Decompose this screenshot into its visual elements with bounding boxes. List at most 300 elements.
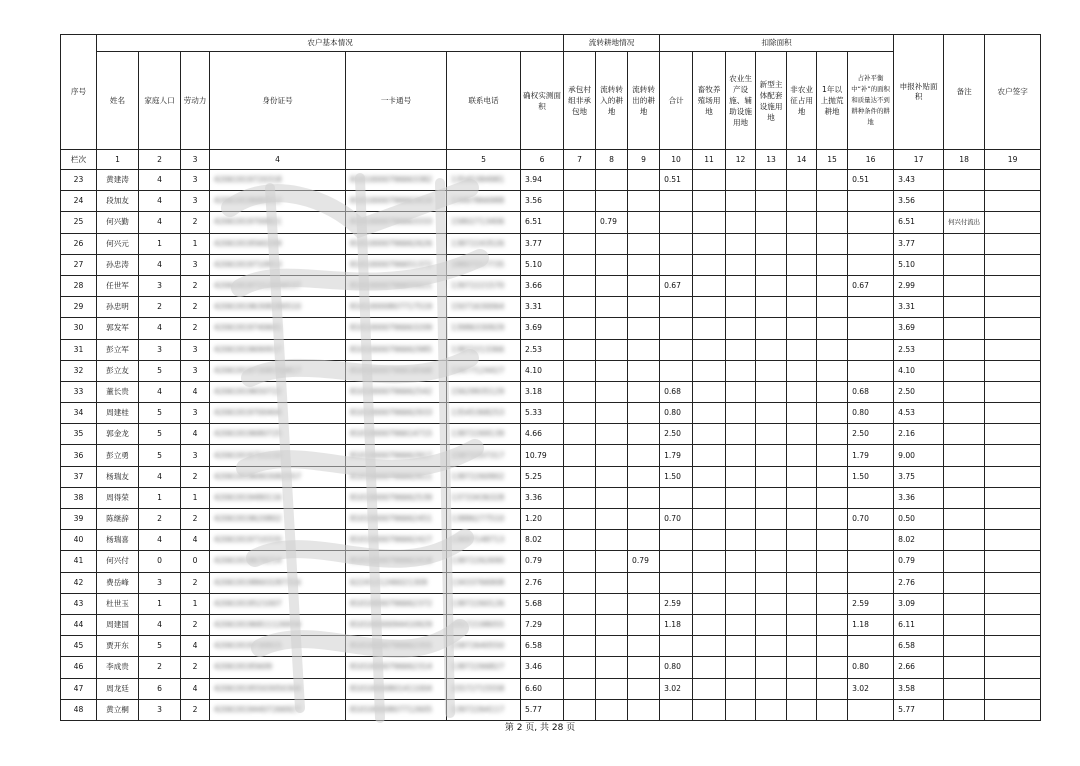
cell-c13 bbox=[756, 530, 787, 551]
cell-id: 42061919650722 bbox=[210, 381, 346, 402]
cell-c9 bbox=[628, 614, 660, 635]
cell-seq: 25 bbox=[61, 212, 97, 233]
cell-c8 bbox=[596, 318, 628, 339]
cell-c16 bbox=[848, 530, 894, 551]
page-footer: 第 2 页, 共 28 页 bbox=[504, 723, 576, 733]
cell-c17: 2.99 bbox=[894, 275, 944, 296]
cell-seq: 35 bbox=[61, 424, 97, 445]
cell-c15 bbox=[817, 530, 848, 551]
cell-phone: 13872266827 bbox=[447, 657, 521, 678]
cell-c18 bbox=[944, 170, 985, 191]
cell-seq: 38 bbox=[61, 487, 97, 508]
cell-labor: 2 bbox=[181, 614, 210, 635]
cell-c11 bbox=[693, 572, 726, 593]
cell-phone: 13872260126 bbox=[447, 593, 521, 614]
cell-name: 杜世玉 bbox=[97, 593, 139, 614]
cell-phone: 13697148713 bbox=[447, 530, 521, 551]
cell-card: 81010000796651372 bbox=[346, 254, 447, 275]
cell-phone: 13733436328 bbox=[447, 487, 521, 508]
cell-c15 bbox=[817, 233, 848, 254]
cell-c15 bbox=[817, 572, 848, 593]
cell-signature bbox=[985, 466, 1041, 487]
cell-c17: 0.50 bbox=[894, 509, 944, 530]
cell-c7 bbox=[564, 275, 596, 296]
cell-name: 任世军 bbox=[97, 275, 139, 296]
cell-c7 bbox=[564, 678, 596, 699]
table-row bbox=[61, 318, 1041, 339]
cell-phone: 13972264117 bbox=[447, 699, 521, 720]
cell-c11 bbox=[693, 487, 726, 508]
cell-c17: 2.50 bbox=[894, 381, 944, 402]
cell-c14 bbox=[787, 699, 817, 720]
cell-c7 bbox=[564, 466, 596, 487]
header-total: 合计 bbox=[660, 52, 693, 150]
cell-c14 bbox=[787, 657, 817, 678]
cell-c17: 6.51 bbox=[894, 212, 944, 233]
column-index-2: 2 bbox=[139, 150, 181, 170]
cell-c10: 0.51 bbox=[660, 170, 693, 191]
cell-card: 81010000807717519 bbox=[346, 297, 447, 318]
header-card-no: 一卡通号 bbox=[346, 52, 447, 150]
cell-c17: 5.77 bbox=[894, 699, 944, 720]
cell-area: 4.10 bbox=[521, 360, 564, 381]
cell-c13 bbox=[756, 254, 787, 275]
header-transfer-in: 流转转入的耕地 bbox=[596, 52, 628, 150]
cell-c13 bbox=[756, 614, 787, 635]
cell-c11 bbox=[693, 593, 726, 614]
cell-c8 bbox=[596, 614, 628, 635]
cell-c8 bbox=[596, 657, 628, 678]
cell-area: 3.46 bbox=[521, 657, 564, 678]
cell-id: 42061919730915 bbox=[210, 636, 346, 657]
cell-phone: 15872640550 bbox=[447, 636, 521, 657]
cell-labor: 0 bbox=[181, 551, 210, 572]
header-contracted-non-member: 承包村组非承包地 bbox=[564, 52, 596, 150]
column-index-9: 8 bbox=[596, 150, 628, 170]
cell-hh: 5 bbox=[139, 445, 181, 466]
cell-c13 bbox=[756, 445, 787, 466]
cell-c18 bbox=[944, 275, 985, 296]
cell-c7 bbox=[564, 530, 596, 551]
cell-hh: 4 bbox=[139, 212, 181, 233]
cell-c7 bbox=[564, 572, 596, 593]
cell-c14 bbox=[787, 170, 817, 191]
cell-id: 42061919680512 bbox=[210, 191, 346, 212]
cell-c10 bbox=[660, 254, 693, 275]
cell-hh: 3 bbox=[139, 572, 181, 593]
cell-signature bbox=[985, 318, 1041, 339]
cell-c14 bbox=[787, 445, 817, 466]
cell-c17: 9.00 bbox=[894, 445, 944, 466]
cell-area: 3.69 bbox=[521, 318, 564, 339]
cell-id: 42061919521007 bbox=[210, 593, 346, 614]
cell-c14 bbox=[787, 424, 817, 445]
cell-seq: 24 bbox=[61, 191, 97, 212]
cell-labor: 3 bbox=[181, 170, 210, 191]
cell-c17: 2.16 bbox=[894, 424, 944, 445]
cell-c11 bbox=[693, 360, 726, 381]
header-name: 姓名 bbox=[97, 52, 139, 150]
cell-c11 bbox=[693, 530, 726, 551]
header-group-basic: 农户基本情况 bbox=[97, 35, 564, 52]
cell-c8 bbox=[596, 275, 628, 296]
cell-c10 bbox=[660, 191, 693, 212]
cell-signature bbox=[985, 170, 1041, 191]
cell-phone: 13497866988 bbox=[447, 191, 521, 212]
cell-c14 bbox=[787, 212, 817, 233]
header-labor: 劳动力 bbox=[181, 52, 210, 150]
table-row bbox=[61, 275, 1041, 296]
cell-c8 bbox=[596, 191, 628, 212]
cell-area: 3.31 bbox=[521, 297, 564, 318]
cell-c8 bbox=[596, 424, 628, 445]
table-row bbox=[61, 657, 1041, 678]
cell-c15 bbox=[817, 254, 848, 275]
cell-signature bbox=[985, 530, 1041, 551]
cell-c10: 0.80 bbox=[660, 403, 693, 424]
cell-seq: 34 bbox=[61, 403, 97, 424]
cell-area: 1.20 bbox=[521, 509, 564, 530]
column-index-19: 18 bbox=[944, 150, 985, 170]
cell-c16: 0.68 bbox=[848, 381, 894, 402]
cell-signature bbox=[985, 275, 1041, 296]
cell-c17: 3.09 bbox=[894, 593, 944, 614]
cell-hh: 1 bbox=[139, 487, 181, 508]
cell-c7 bbox=[564, 254, 596, 275]
column-index-8: 7 bbox=[564, 150, 596, 170]
cell-card: 81010000796614715 bbox=[346, 424, 447, 445]
cell-c8 bbox=[596, 466, 628, 487]
cell-c18 bbox=[944, 614, 985, 635]
cell-c8 bbox=[596, 403, 628, 424]
header-declared-area: 申报补贴面积 bbox=[894, 35, 944, 150]
header-remark: 备注 bbox=[944, 35, 985, 150]
cell-name: 杨瑞友 bbox=[97, 466, 139, 487]
cell-c17: 5.10 bbox=[894, 254, 944, 275]
cell-c7 bbox=[564, 614, 596, 635]
cell-c9 bbox=[628, 381, 660, 402]
cell-labor: 3 bbox=[181, 360, 210, 381]
cell-phone: 15872207317 bbox=[447, 445, 521, 466]
cell-c12 bbox=[726, 191, 756, 212]
cell-name: 周龙廷 bbox=[97, 678, 139, 699]
cell-c9 bbox=[628, 212, 660, 233]
cell-c8 bbox=[596, 170, 628, 191]
cell-phone: 13872269139 bbox=[447, 424, 521, 445]
cell-c17: 3.58 bbox=[894, 678, 944, 699]
cell-c16 bbox=[848, 297, 894, 318]
cell-name: 黄建涛 bbox=[97, 170, 139, 191]
cell-c17: 3.56 bbox=[894, 191, 944, 212]
cell-c13 bbox=[756, 212, 787, 233]
cell-c12 bbox=[726, 530, 756, 551]
column-index-10: 9 bbox=[628, 150, 660, 170]
cell-c18 bbox=[944, 360, 985, 381]
cell-c11 bbox=[693, 339, 726, 360]
cell-hh: 2 bbox=[139, 297, 181, 318]
cell-c9 bbox=[628, 424, 660, 445]
cell-signature bbox=[985, 233, 1041, 254]
cell-area: 6.51 bbox=[521, 212, 564, 233]
cell-c15 bbox=[817, 487, 848, 508]
cell-labor: 1 bbox=[181, 593, 210, 614]
cell-c9 bbox=[628, 466, 660, 487]
cell-c11 bbox=[693, 275, 726, 296]
cell-labor: 3 bbox=[181, 191, 210, 212]
cell-phone: 18807217735 bbox=[447, 254, 521, 275]
cell-c14 bbox=[787, 551, 817, 572]
cell-card: 81010000796663333 bbox=[346, 212, 447, 233]
cell-c9 bbox=[628, 297, 660, 318]
cell-area: 6.58 bbox=[521, 636, 564, 657]
cell-signature bbox=[985, 254, 1041, 275]
cell-hh: 4 bbox=[139, 254, 181, 275]
cell-c12 bbox=[726, 699, 756, 720]
cell-c9 bbox=[628, 254, 660, 275]
cell-c10: 2.59 bbox=[660, 593, 693, 614]
cell-labor: 4 bbox=[181, 381, 210, 402]
cell-c16: 1.18 bbox=[848, 614, 894, 635]
cell-c8 bbox=[596, 509, 628, 530]
cell-area: 3.36 bbox=[521, 487, 564, 508]
cell-c14 bbox=[787, 360, 817, 381]
cell-name: 何兴元 bbox=[97, 233, 139, 254]
cell-phone: 13872243526 bbox=[447, 233, 521, 254]
cell-c13 bbox=[756, 297, 787, 318]
cell-c12 bbox=[726, 657, 756, 678]
cell-labor: 3 bbox=[181, 339, 210, 360]
cell-c16 bbox=[848, 318, 894, 339]
cell-name: 费岳峰 bbox=[97, 572, 139, 593]
cell-c15 bbox=[817, 445, 848, 466]
cell-c18 bbox=[944, 657, 985, 678]
cell-c12 bbox=[726, 487, 756, 508]
cell-c13 bbox=[756, 424, 787, 445]
cell-c14 bbox=[787, 530, 817, 551]
cell-c14 bbox=[787, 191, 817, 212]
cell-phone: 13545368253 bbox=[447, 403, 521, 424]
cell-c12 bbox=[726, 678, 756, 699]
cell-id: 420619198603287316 bbox=[210, 572, 346, 593]
cell-c16: 0.51 bbox=[848, 170, 894, 191]
cell-card: 81010000796663419 bbox=[346, 191, 447, 212]
cell-labor: 1 bbox=[181, 233, 210, 254]
cell-c12 bbox=[726, 254, 756, 275]
cell-labor: 3 bbox=[181, 254, 210, 275]
cell-c18 bbox=[944, 678, 985, 699]
cell-c14 bbox=[787, 466, 817, 487]
cell-name: 彭立友 bbox=[97, 360, 139, 381]
column-index-7: 6 bbox=[521, 150, 564, 170]
cell-phone: 13972221570 bbox=[447, 275, 521, 296]
cell-card: 81010000807712605 bbox=[346, 699, 447, 720]
cell-c15 bbox=[817, 275, 848, 296]
cell-seq: 29 bbox=[61, 297, 97, 318]
cell-card: 81010000796662611 bbox=[346, 466, 447, 487]
cell-c18 bbox=[944, 445, 985, 466]
cell-c9 bbox=[628, 699, 660, 720]
cell-c8 bbox=[596, 678, 628, 699]
cell-name: 彭立勇 bbox=[97, 445, 139, 466]
cell-c10 bbox=[660, 572, 693, 593]
table-row bbox=[61, 530, 1041, 551]
cell-c18 bbox=[944, 699, 985, 720]
cell-id: 42061919710320 bbox=[210, 530, 346, 551]
cell-signature bbox=[985, 551, 1041, 572]
cell-c9 bbox=[628, 339, 660, 360]
cell-seq: 44 bbox=[61, 614, 97, 635]
cell-c18 bbox=[944, 381, 985, 402]
cell-c10: 0.68 bbox=[660, 381, 693, 402]
cell-c11 bbox=[693, 191, 726, 212]
cell-hh: 0 bbox=[139, 551, 181, 572]
cell-card: 81010000094410929 bbox=[346, 614, 447, 635]
cell-signature bbox=[985, 403, 1041, 424]
column-index-14: 13 bbox=[756, 150, 787, 170]
cell-name: 周建桂 bbox=[97, 403, 139, 424]
table-row bbox=[61, 170, 1041, 191]
table-row bbox=[61, 572, 1041, 593]
cell-c12 bbox=[726, 318, 756, 339]
cell-c8 bbox=[596, 445, 628, 466]
header-confirmed-area: 确权实测面积 bbox=[521, 52, 564, 150]
cell-id: 420619197212026537 bbox=[210, 275, 346, 296]
cell-labor: 4 bbox=[181, 678, 210, 699]
cell-seq: 41 bbox=[61, 551, 97, 572]
cell-c16 bbox=[848, 487, 894, 508]
cell-c13 bbox=[756, 466, 787, 487]
cell-id: 42061919700404 bbox=[210, 403, 346, 424]
column-index-15: 14 bbox=[787, 150, 817, 170]
cell-c13 bbox=[756, 360, 787, 381]
cell-area: 5.77 bbox=[521, 699, 564, 720]
cell-seq: 33 bbox=[61, 381, 97, 402]
cell-c7 bbox=[564, 170, 596, 191]
cell-c18 bbox=[944, 509, 985, 530]
cell-c12 bbox=[726, 233, 756, 254]
cell-c13 bbox=[756, 593, 787, 614]
cell-hh: 5 bbox=[139, 424, 181, 445]
cell-c12 bbox=[726, 424, 756, 445]
cell-id: 42061919680725 bbox=[210, 424, 346, 445]
header-signature: 农户签字 bbox=[985, 35, 1041, 150]
cell-name: 周建国 bbox=[97, 614, 139, 635]
table-row bbox=[61, 381, 1041, 402]
cell-c17: 6.58 bbox=[894, 636, 944, 657]
cell-c8 bbox=[596, 530, 628, 551]
table-row bbox=[61, 487, 1041, 508]
cell-area: 6.60 bbox=[521, 678, 564, 699]
table-row bbox=[61, 445, 1041, 466]
cell-id: 420619196308280510 bbox=[210, 297, 346, 318]
cell-c12 bbox=[726, 466, 756, 487]
header-household: 家庭人口 bbox=[139, 52, 181, 150]
cell-c14 bbox=[787, 233, 817, 254]
cell-phone: 13872260902 bbox=[447, 466, 521, 487]
cell-c10: 1.79 bbox=[660, 445, 693, 466]
cell-c11 bbox=[693, 466, 726, 487]
cell-c10: 2.50 bbox=[660, 424, 693, 445]
cell-id: 42061919690917 bbox=[210, 339, 346, 360]
cell-area: 3.18 bbox=[521, 381, 564, 402]
cell-c11 bbox=[693, 212, 726, 233]
table-row bbox=[61, 614, 1041, 635]
cell-c13 bbox=[756, 318, 787, 339]
cell-id: 42061919560209 bbox=[210, 233, 346, 254]
column-index-label: 栏次 bbox=[61, 150, 97, 170]
cell-c8 bbox=[596, 297, 628, 318]
cell-card: 81010000796662917 bbox=[346, 445, 447, 466]
cell-c15 bbox=[817, 170, 848, 191]
cell-labor: 2 bbox=[181, 572, 210, 593]
cell-c11 bbox=[693, 170, 726, 191]
cell-area: 4.66 bbox=[521, 424, 564, 445]
cell-c9 bbox=[628, 572, 660, 593]
cell-c8 bbox=[596, 360, 628, 381]
cell-name: 郭发军 bbox=[97, 318, 139, 339]
cell-c16 bbox=[848, 254, 894, 275]
cell-c16 bbox=[848, 699, 894, 720]
cell-c14 bbox=[787, 509, 817, 530]
cell-c12 bbox=[726, 403, 756, 424]
cell-labor: 2 bbox=[181, 699, 210, 720]
cell-c16: 0.67 bbox=[848, 275, 894, 296]
cell-c16: 2.59 bbox=[848, 593, 894, 614]
cell-c18 bbox=[944, 593, 985, 614]
cell-c13 bbox=[756, 657, 787, 678]
cell-hh: 2 bbox=[139, 657, 181, 678]
cell-phone: 13545384981 bbox=[447, 170, 521, 191]
cell-phone: 13986330929 bbox=[447, 318, 521, 339]
cell-c9 bbox=[628, 509, 660, 530]
cell-card: 81010000796662542 bbox=[346, 381, 447, 402]
cell-area: 3.56 bbox=[521, 191, 564, 212]
cell-c8 bbox=[596, 381, 628, 402]
cell-c13 bbox=[756, 551, 787, 572]
cell-area: 5.25 bbox=[521, 466, 564, 487]
column-index-row bbox=[61, 150, 1041, 170]
cell-card: 81010000796662427 bbox=[346, 530, 447, 551]
cell-seq: 32 bbox=[61, 360, 97, 381]
cell-c12 bbox=[726, 614, 756, 635]
cell-c13 bbox=[756, 636, 787, 657]
cell-id: 42061919700821 bbox=[210, 212, 346, 233]
cell-c9 bbox=[628, 360, 660, 381]
cell-c13 bbox=[756, 572, 787, 593]
cell-seq: 28 bbox=[61, 275, 97, 296]
cell-c15 bbox=[817, 551, 848, 572]
cell-c15 bbox=[817, 678, 848, 699]
cell-c9 bbox=[628, 678, 660, 699]
cell-c7 bbox=[564, 191, 596, 212]
cell-c7 bbox=[564, 360, 596, 381]
column-index-16: 15 bbox=[817, 150, 848, 170]
cell-hh: 4 bbox=[139, 381, 181, 402]
cell-c18 bbox=[944, 318, 985, 339]
cell-c10 bbox=[660, 551, 693, 572]
cell-c12 bbox=[726, 593, 756, 614]
cell-c9: 0.79 bbox=[628, 551, 660, 572]
column-index-18: 17 bbox=[894, 150, 944, 170]
cell-c16 bbox=[848, 360, 894, 381]
cell-card: 81010000796662985 bbox=[346, 339, 447, 360]
cell-c13 bbox=[756, 191, 787, 212]
cell-card: 81010000796662539 bbox=[346, 487, 447, 508]
cell-signature bbox=[985, 424, 1041, 445]
cell-c10: 1.18 bbox=[660, 614, 693, 635]
cell-c14 bbox=[787, 487, 817, 508]
cell-c9 bbox=[628, 657, 660, 678]
